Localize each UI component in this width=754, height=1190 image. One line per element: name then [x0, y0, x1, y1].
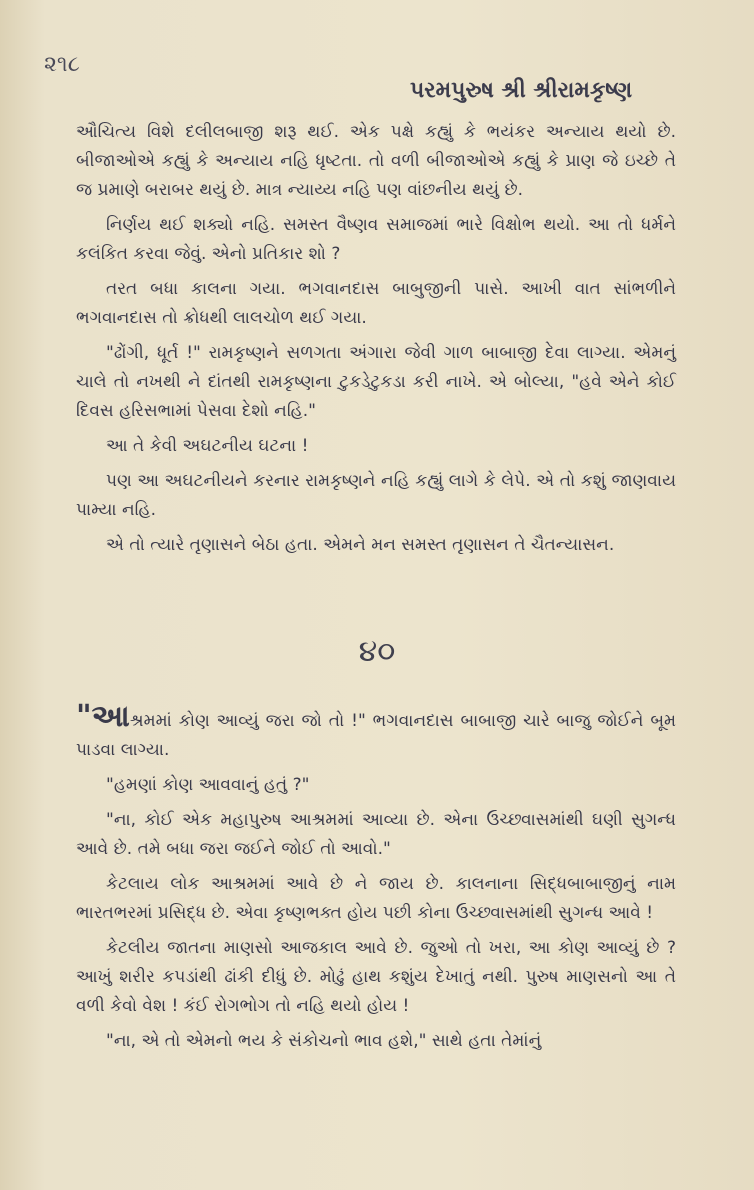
paragraph: એ તો ત્યારે તૃણાસને બેઠા હતા. એમને મન સમસ્ત તૃણાસન તે ચૈતન્યાસન. — [106, 535, 615, 555]
opening-paragraph — [76, 699, 676, 765]
paragraph: "ઢોંગી, ધૂર્ત !" રામકૃષ્ણને સળગતા અંગારા જેવી ગાળ બાબાજી દેવા લાગ્યા. એમનું ચાલે તો નખથી ને દાંતથી રામકૃષ્ણના ટુકડેટુકડા કરી નાખે. એ બોલ્યા, "હવે એને કોઈ દિવસ હરિસભામાં પેસવા દેશો નહિ." — [76, 343, 676, 421]
page-number: ૨૧૮ — [44, 52, 80, 77]
paragraph: નિર્ણય થઈ શક્યો નહિ. સમસ્ત વૈષ્ણવ સમાજમાં ભારે વિક્ષોભ થયો. આ તો ધર્મને કલંકિત કરવા જેવું. એનો પ્રતિકાર શો ? — [76, 215, 676, 264]
paragraph: "હમણાં કોણ આવવાનું હતું ?" — [106, 775, 310, 795]
running-header-title: પરમપુરુષ શ્રી શ્રીરામકૃષ્ણ — [410, 78, 633, 103]
paragraph: કેટલાય લોક આશ્રમમાં આવે છે ને જાય છે. કાલનાના સિદ્ધબાબાજીનું નામ ભારતભરમાં પ્રસિદ્ધ છે. એવા કૃષ્ણભક્ત હોય પછી કોના ઉચ્છ્વાસમાંથી સુગન્ધ આવે ! — [76, 874, 676, 923]
chapter-number: ૪૦ — [358, 634, 396, 669]
dropcap: "આ — [76, 699, 130, 734]
paragraph: આ તે કેવી અઘટનીય ઘટના ! — [106, 436, 309, 456]
paragraph: કેટલીય જાતના માણસો આજકાલ આવે છે. જુઓ તો ખરા, આ કોણ આવ્યું છે ? આખું શરીર કપડાંથી ઢાંકી દીધું છે. મોઢું હાથ કશુંય દેખાતું નથી. પુરુષ માણસનો આ તે વળી કેવો વેશ ! કંઈ રોગભોગ તો નહિ થયો હોય ! — [76, 938, 676, 1016]
paragraph: પણ આ અઘટનીયને કરનાર રામકૃષ્ણને નહિ કહ્યું લાગે કે લેપે. એ તો કશું જાણવાય પામ્યા નહિ. — [76, 471, 676, 520]
paragraph: "ના, કોઈ એક મહાપુરુષ આશ્રમમાં આવ્યા છે. એના ઉચ્છ્વાસમાંથી ઘણી સુગન્ધ આવે છે. તમે બધા જરા જઈને જોઈ તો આવો." — [76, 810, 676, 859]
text-block-chapter-40 — [76, 699, 676, 1062]
paragraph: "ના, એ તો એમનો ભય કે સંકોચનો ભાવ હશે," સાથે હતા તેમાંનું — [106, 1031, 542, 1051]
paragraph: તરત બધા કાલના ગયા. ભગવાનદાસ બાબુજીની પાસે. આખી વાત સાંભળીને ભગવાનદાસ તો ક્રોધથી લાલચોળ થઈ ગયા. — [76, 279, 676, 328]
text-block-previous-chapter — [76, 118, 676, 566]
opening-paragraph-text: શ્રમમાં કોણ આવ્યું જરા જો તો !" ભગવાનદાસ બાબાજી ચારે બાજુ જોઈને બૂમ પાડવા લાગ્યા. — [76, 711, 676, 760]
paragraph: ઔચિત્ય વિશે દલીલબાજી શરૂ થઈ. એક પક્ષે કહ્યું કે ભયંકર અન્યાય થયો છે. બીજાઓએ કહ્યું કે અન્યાય નહિ ધૃષ્ટતા. તો વળી બીજાઓએ કહ્યું કે પ્રાણ જે ઇચ્છે તે જ પ્રમાણે બરાબર થયું છે. માત્ર ન્યાય્ય નહિ પણ વાંછનીય થયું છે. — [76, 122, 676, 200]
